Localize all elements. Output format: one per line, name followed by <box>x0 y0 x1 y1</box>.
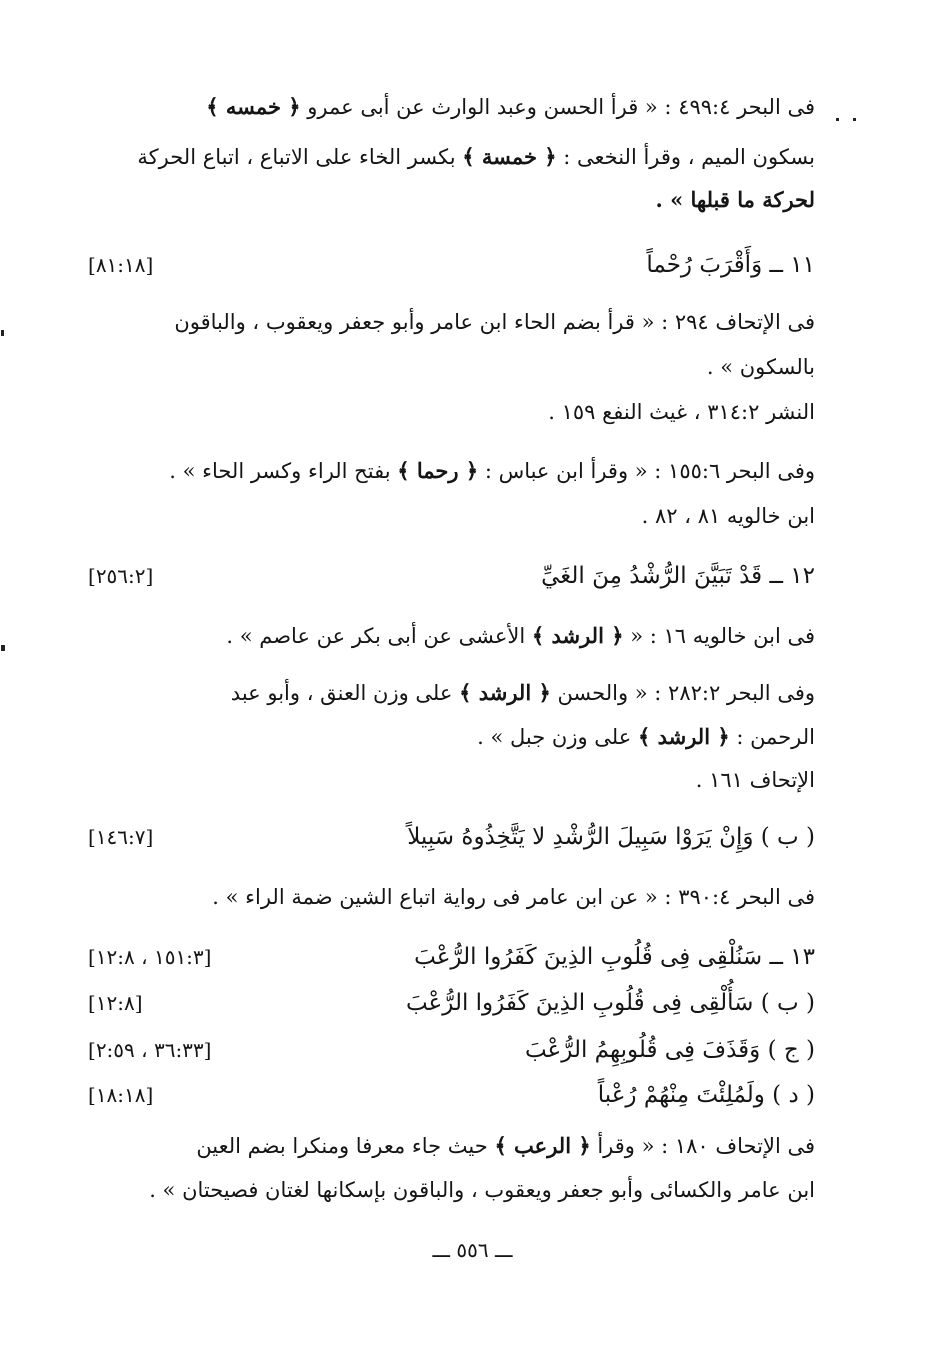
quoted-reading: ﴿ خمسه ﴾ <box>206 94 301 119</box>
quoted-reading: ﴿ الرشد ﴾ <box>637 724 730 749</box>
verse-13b: ( ب ) سَأُلْقِى فِى قُلُوبِ الذِينَ كَفَرُوا الرُّعْبَ <box>405 990 815 1016</box>
text-line: ابن خالويه ٨١ ، ٨٢ . <box>641 504 815 528</box>
text-line: لحركة ما قبلها » . <box>655 187 815 212</box>
text-run: وفى البحر ١٥٥:٦ : « وقرأ ابن عباس : <box>478 459 815 483</box>
quoted-reading: ﴿ الرعب ﴾ <box>494 1133 591 1158</box>
text-line: فى البحر ٣٩٠:٤ : « عن ابن عامر فى رواية اتباع الشين ضمة الراء » . <box>212 885 815 909</box>
scan-speck <box>836 118 839 121</box>
text-run: بكسر الخاء على الاتباع ، اتباع الحركة <box>137 145 463 169</box>
text-line <box>137 137 815 177</box>
text-run: الرحمن : <box>729 725 815 749</box>
verse-11: ١١ ــ وَأَقْرَبَ رُحْماً <box>646 252 815 278</box>
text-run: فى البحر ٤٩٩:٤ : « قرأ الحسن وعبد الوارث عن أبى عمرو <box>300 95 815 119</box>
verse-reference: [١٢:٨] <box>88 991 143 1015</box>
verse-12b: ( ب ) وَإِنْ يَرَوْا سَبِيلَ الرُّشْدِ لا يَتَّخِذُوهُ سَبِيلاً <box>407 824 815 850</box>
text-run: الأعشى عن أبى بكر عن عاصم » . <box>226 624 532 648</box>
text-run: فى الإتحاف ١٨٠ : « وقرأ <box>590 1134 815 1158</box>
scan-speck <box>1 645 5 651</box>
text-run: حيث جاء معرفا ومنكرا بضم العين <box>196 1134 495 1158</box>
text-run: بسكون الميم ، وقرأ النخعى : <box>556 145 815 169</box>
scan-speck <box>1 330 4 336</box>
text-line <box>226 616 815 656</box>
text-line <box>169 451 815 491</box>
text-line: النشر ٣١٤:٢ ، غيث النفع ١٥٩ . <box>548 400 815 424</box>
verse-13c: ( ج ) وَقَذَفَ فِى قُلُوبِهِمُ الرُّعْبَ <box>524 1037 815 1063</box>
verse-reference: [١٥١:٣ ، ١٢:٨] <box>88 945 212 969</box>
quoted-reading: ﴿ رحما ﴾ <box>397 458 479 483</box>
verse-reference: [٨١:١٨] <box>88 253 154 277</box>
verse-reference: [٣٦:٣٣ ، ٢:٥٩] <box>88 1038 212 1062</box>
scan-speck <box>853 118 856 121</box>
quoted-reading: ﴿ الرشد ﴾ <box>531 623 624 648</box>
page-number: ـــ ٥٥٦ ـــ <box>432 1238 513 1262</box>
text-line <box>206 87 815 127</box>
quoted-reading: ﴿ الرشد ﴾ <box>459 680 551 705</box>
text-run: بفتح الراء وكسر الحاء » . <box>169 459 398 483</box>
verse-reference: [٢٥٦:٢] <box>88 564 154 588</box>
text-line: بالسكون » . <box>706 355 815 379</box>
text-line <box>196 1126 815 1166</box>
text-line: ابن عامر والكسائى وأبو جعفر ويعقوب ، والباقون بإسكانها لغتان فصيحتان » . <box>149 1178 815 1202</box>
text-run: وفى البحر ٢٨٢:٢ : « والحسن <box>550 681 815 705</box>
verse-reference: [١٨:١٨] <box>88 1083 154 1107</box>
verse-13d: ( د ) ولَمُلِئْتَ مِنْهُمْ رُعْباً <box>597 1082 815 1108</box>
text-run: فى ابن خالويه ١٦ : « <box>623 624 815 648</box>
text-line: الإتحاف ١٦١ . <box>695 768 815 792</box>
verse-12: ١٢ ــ قَدْ تَبَيَّنَ الرُّشْدُ مِنَ الغَيِّ <box>541 563 815 589</box>
verse-13: ١٣ ــ سَنُلْقِى فِى قُلُوبِ الذِينَ كَفَرُوا الرُّعْبَ <box>414 944 815 970</box>
text-run: على وزن جبل » . <box>477 725 638 749</box>
text-run: على وزن العنق ، وأبو عبد <box>230 681 460 705</box>
text-line <box>477 717 815 757</box>
text-line: فى الإتحاف ٢٩٤ : « قرأ بضم الحاء ابن عامر وأبو جعفر ويعقوب ، والباقون <box>174 310 815 334</box>
quoted-reading: ﴿ خمسة ﴾ <box>462 144 557 169</box>
text-line <box>231 673 815 713</box>
verse-reference: [١٤٦:٧] <box>88 825 154 849</box>
